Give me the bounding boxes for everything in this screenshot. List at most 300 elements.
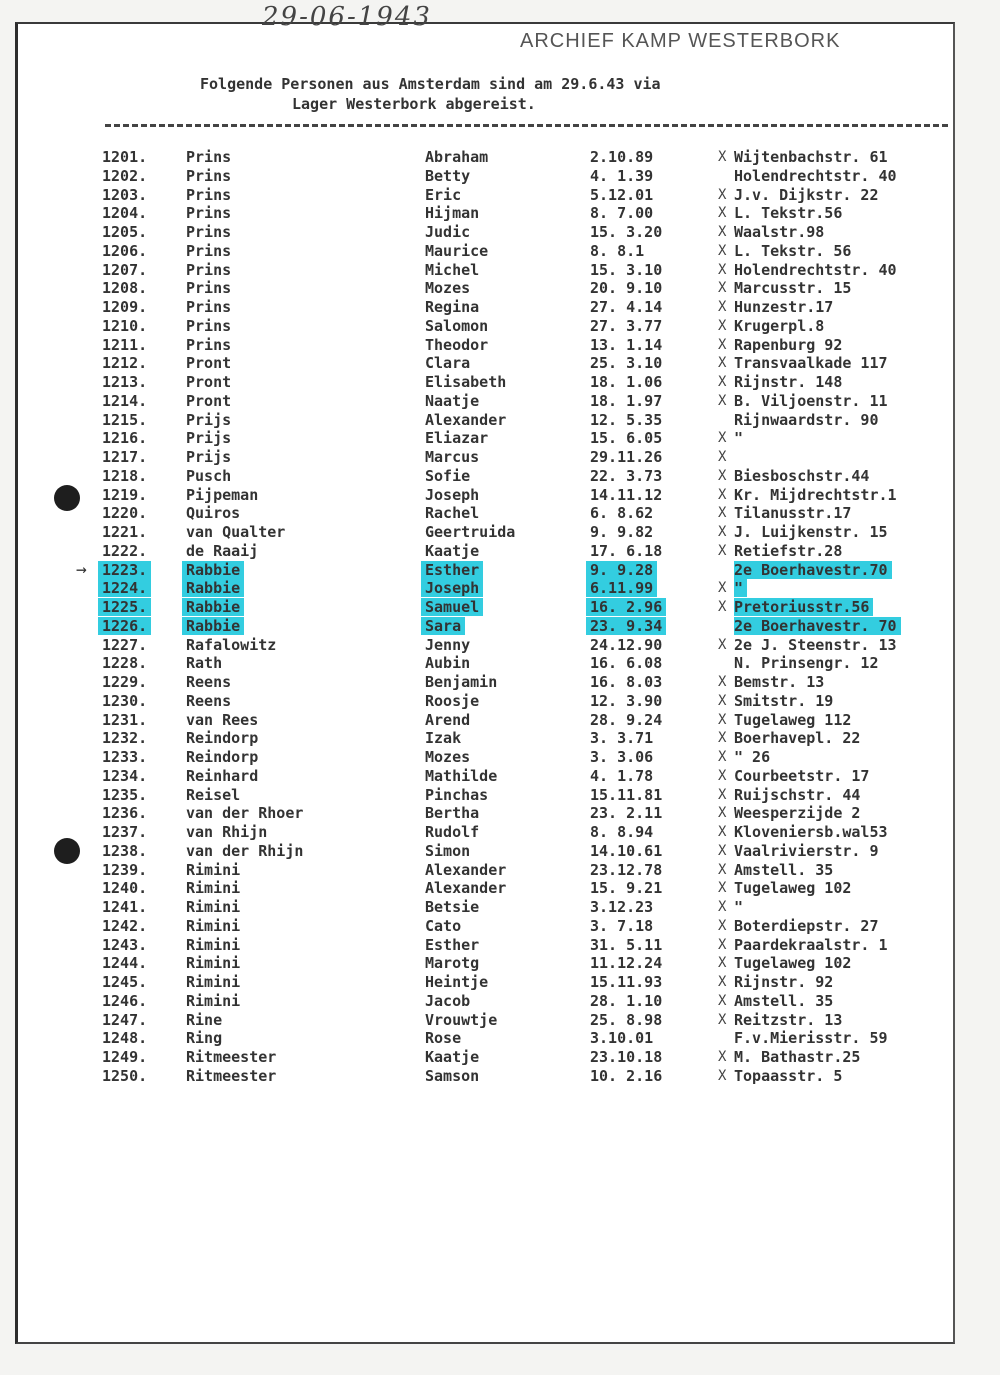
- first-name: Judic: [425, 223, 471, 241]
- first-name: Mathilde: [425, 766, 498, 785]
- list-row: [0, 261, 1000, 280]
- first-name: Bertha: [425, 804, 480, 823]
- birth-date: 11.12.24: [590, 954, 663, 973]
- birth-date: 23.10.18: [590, 1048, 663, 1066]
- first-name: Regina: [425, 298, 480, 316]
- handwritten-date: 29-06-1943: [262, 2, 432, 32]
- list-row: [0, 298, 1000, 317]
- entry-number: 1232.: [102, 729, 148, 748]
- birth-date: 25. 3.10: [590, 354, 663, 373]
- first-name: Vrouwtje: [425, 1010, 498, 1029]
- surname: Rimini: [186, 916, 241, 935]
- check-mark: X: [718, 974, 727, 990]
- check-mark: X: [718, 711, 727, 728]
- entry-number: 1201.: [102, 148, 148, 166]
- first-name: Heintje: [425, 973, 489, 991]
- surname: Prins: [186, 166, 232, 185]
- surname: Ritmeester: [186, 1066, 277, 1085]
- first-name: Sofie: [425, 466, 471, 485]
- entry-number: 1208.: [102, 279, 148, 298]
- first-name: Cato: [425, 916, 462, 935]
- first-name: Samson: [425, 1066, 480, 1085]
- surname: [186, 579, 386, 597]
- entry-number: 1243.: [102, 935, 148, 954]
- surname: Prins: [186, 260, 232, 279]
- surname: Prins: [186, 279, 232, 298]
- birth-date: 10. 2.16: [590, 1066, 663, 1085]
- punch-hole-bottom: [54, 838, 80, 864]
- address: Rijnwaardstr. 90: [734, 410, 879, 429]
- address: [734, 561, 959, 579]
- first-name: Kaatje: [425, 541, 480, 560]
- highlight-mark: 1223.: [98, 561, 151, 579]
- list-row: [0, 504, 1000, 523]
- birth-date: [590, 617, 700, 635]
- birth-date: 29.11.26: [590, 448, 663, 466]
- surname: Rimini: [186, 898, 241, 916]
- list-row: [0, 317, 1000, 336]
- check-mark: X: [718, 467, 727, 484]
- check-mark: X: [718, 317, 727, 334]
- entry-number: 1237.: [102, 823, 148, 841]
- address: F.v.Mierisstr. 59: [734, 1029, 888, 1048]
- surname: Pront: [186, 391, 232, 410]
- check-mark: X: [718, 955, 727, 972]
- birth-date: 9. 9.82: [590, 523, 654, 541]
- first-name: Betty: [425, 166, 471, 185]
- birth-date: 24.12.90: [590, 635, 663, 654]
- birth-date: 18. 1.97: [590, 391, 663, 410]
- highlight-mark: Joseph: [421, 579, 483, 597]
- birth-date: 3. 3.71: [590, 729, 654, 748]
- entry-number: 1205.: [102, 223, 148, 241]
- address: 2e J. Steenstr. 13: [734, 635, 897, 654]
- birth-date: 13. 1.14: [590, 335, 663, 354]
- first-name: [425, 598, 575, 616]
- first-name: Naatje: [425, 391, 480, 410]
- arrow-icon: →: [76, 558, 87, 580]
- check-mark: X: [718, 280, 727, 297]
- birth-date: 16. 8.03: [590, 673, 663, 691]
- entry-number: 1213.: [102, 373, 148, 391]
- address: L. Tekstr. 56: [734, 241, 852, 260]
- entry-number: 1229.: [102, 673, 148, 691]
- check-mark: X: [718, 299, 727, 315]
- list-row: [0, 579, 1000, 598]
- surname: Pront: [186, 373, 232, 391]
- first-name: Alexander: [425, 879, 507, 898]
- surname: Rimini: [186, 991, 241, 1010]
- first-name: Esther: [425, 935, 480, 954]
- birth-date: 20. 9.10: [590, 279, 663, 298]
- entry-number: 1238.: [102, 841, 148, 860]
- highlight-mark: Rabbie: [182, 598, 244, 616]
- list-row: [0, 879, 1000, 898]
- address: Bemstr. 13: [734, 673, 825, 691]
- first-name: Roosje: [425, 691, 480, 710]
- address: Boerhavepl. 22: [734, 729, 861, 748]
- list-row: [0, 692, 1000, 711]
- list-row: [0, 767, 1000, 786]
- birth-date: 15. 6.05: [590, 429, 663, 448]
- list-row: [0, 279, 1000, 298]
- list-row: [0, 973, 1000, 992]
- list-row: [0, 186, 1000, 205]
- list-row: [0, 786, 1000, 805]
- entry-number: 1242.: [102, 916, 148, 935]
- check-mark: X: [718, 205, 727, 222]
- list-row: [0, 223, 1000, 242]
- surname: Prins: [186, 185, 232, 204]
- list-row: [0, 748, 1000, 767]
- birth-date: 25. 8.98: [590, 1010, 663, 1029]
- entry-number: 1244.: [102, 954, 148, 973]
- birth-date: 28. 9.24: [590, 710, 663, 729]
- first-name: Maurice: [425, 241, 489, 260]
- entry-number: 1245.: [102, 973, 148, 991]
- surname: Rimini: [186, 879, 241, 898]
- deportation-list: [0, 148, 1000, 1086]
- highlight-mark: 23. 9.34: [586, 617, 666, 635]
- list-row: [0, 148, 1000, 167]
- first-name: Jacob: [425, 991, 471, 1010]
- entry-number: 1210.: [102, 316, 148, 335]
- birth-date: 4. 1.39: [590, 166, 654, 185]
- highlight-mark: Pretoriusstr.56: [734, 598, 873, 616]
- surname: Reisel: [186, 785, 241, 804]
- check-mark: X: [718, 1067, 727, 1084]
- surname: Rimini: [186, 935, 241, 954]
- first-name: Rose: [425, 1029, 462, 1048]
- check-mark: X: [718, 486, 727, 503]
- entry-number: 1214.: [102, 391, 148, 410]
- list-row: [0, 729, 1000, 748]
- first-name: Eliazar: [425, 429, 489, 448]
- check-mark: X: [718, 542, 727, 559]
- highlight-mark: Sara: [421, 617, 465, 635]
- list-row: [0, 1029, 1000, 1048]
- first-name: Simon: [425, 841, 471, 860]
- surname: Ring: [186, 1029, 223, 1048]
- highlight-mark: 2e Boerhavestr. 70: [734, 617, 901, 635]
- entry-number: 1239.: [102, 860, 148, 879]
- check-mark: X: [718, 599, 727, 615]
- birth-date: 18. 1.06: [590, 373, 663, 391]
- address: Paardekraalstr. 1: [734, 935, 888, 954]
- first-name: Alexander: [425, 860, 507, 879]
- list-row: [0, 429, 1000, 448]
- birth-date: [590, 561, 700, 579]
- birth-date: 31. 5.11: [590, 935, 663, 954]
- check-mark: X: [718, 1049, 727, 1065]
- list-row: [0, 467, 1000, 486]
- address: Transvaalkade 117: [734, 354, 888, 373]
- first-name: Alexander: [425, 410, 507, 429]
- check-mark: X: [718, 392, 727, 409]
- list-row: [0, 992, 1000, 1011]
- list-row: [0, 1011, 1000, 1030]
- first-name: Clara: [425, 354, 471, 373]
- entry-number: 1228.: [102, 654, 148, 673]
- address: Boterdiepstr. 27: [734, 916, 879, 935]
- entry-number: 1220.: [102, 504, 148, 523]
- entry-number: 1249.: [102, 1048, 148, 1066]
- surname: Pijpeman: [186, 485, 259, 504]
- address: Wijtenbachstr. 61: [734, 148, 888, 166]
- birth-date: 5.12.01: [590, 185, 654, 204]
- list-row: [0, 542, 1000, 561]
- address: Waalstr.98: [734, 223, 825, 241]
- first-name: Betsie: [425, 898, 480, 916]
- check-mark: X: [718, 692, 727, 709]
- list-row: [0, 1067, 1000, 1086]
- birth-date: 27. 4.14: [590, 298, 663, 316]
- surname: van Rees: [186, 710, 259, 729]
- entry-number: 1230.: [102, 691, 148, 710]
- surname: [186, 617, 386, 635]
- first-name: [425, 617, 575, 635]
- first-name: Izak: [425, 729, 462, 748]
- entry-number: 1221.: [102, 523, 148, 541]
- address: " 26: [734, 748, 771, 766]
- address: Biesboschstr.44: [734, 466, 870, 485]
- highlight-mark: 2e Boerhavestr.70: [734, 561, 892, 579]
- highlight-mark: Samuel: [421, 598, 483, 616]
- check-mark: X: [718, 449, 727, 465]
- check-mark: X: [718, 936, 727, 953]
- surname: Reens: [186, 691, 232, 710]
- entry-number: 1209.: [102, 298, 148, 316]
- address: Rapenburg 92: [734, 335, 843, 354]
- check-mark: X: [718, 842, 727, 859]
- birth-date: 15.11.81: [590, 785, 663, 804]
- highlight-mark: 1224.: [98, 579, 151, 597]
- entry-number: 1211.: [102, 335, 148, 354]
- surname: [186, 561, 386, 579]
- surname: Reinhard: [186, 766, 259, 785]
- birth-date: 16. 6.08: [590, 654, 663, 673]
- document-heading: [200, 74, 820, 114]
- surname: Prijs: [186, 410, 232, 429]
- check-mark: X: [718, 149, 727, 165]
- address: Topaasstr. 5: [734, 1066, 843, 1085]
- entry-number: [102, 617, 174, 635]
- birth-date: 17. 6.18: [590, 541, 663, 560]
- surname: Ritmeester: [186, 1048, 277, 1066]
- first-name: Salomon: [425, 316, 489, 335]
- surname: Prins: [186, 204, 232, 223]
- list-row: [0, 898, 1000, 917]
- entry-number: 1248.: [102, 1029, 148, 1048]
- birth-date: 3.12.23: [590, 898, 654, 916]
- address: [734, 617, 959, 635]
- entry-number: 1202.: [102, 166, 148, 185]
- check-mark: X: [718, 261, 727, 278]
- entry-number: 1241.: [102, 898, 148, 916]
- birth-date: 12. 3.90: [590, 691, 663, 710]
- address: ": [734, 898, 744, 916]
- surname: [186, 598, 386, 616]
- list-row: [0, 673, 1000, 692]
- birth-date: 12. 5.35: [590, 410, 663, 429]
- birth-date: 14.10.61: [590, 841, 663, 860]
- surname: van Rhijn: [186, 823, 268, 841]
- surname: Reindorp: [186, 729, 259, 748]
- list-row: [0, 354, 1000, 373]
- first-name: Marcus: [425, 448, 480, 466]
- archive-stamp: ARCHIEF KAMP WESTERBORK: [520, 30, 841, 52]
- check-mark: X: [718, 1011, 727, 1028]
- address: Tilanusstr.17: [734, 504, 852, 523]
- check-mark: X: [718, 374, 727, 390]
- first-name: Elisabeth: [425, 373, 507, 391]
- entry-number: 1206.: [102, 241, 148, 260]
- birth-date: 27. 3.77: [590, 316, 663, 335]
- punch-hole-top: [54, 485, 80, 511]
- birth-date: 22. 3.73: [590, 466, 663, 485]
- list-row: [0, 411, 1000, 430]
- birth-date: 2.10.89: [590, 148, 654, 166]
- address: Hunzestr.17: [734, 298, 834, 316]
- birth-date: 15. 3.10: [590, 260, 663, 279]
- birth-date: 14.11.12: [590, 485, 663, 504]
- check-mark: X: [718, 355, 727, 372]
- highlight-mark: 6.11.99: [586, 579, 657, 597]
- address: J.v. Dijkstr. 22: [734, 185, 879, 204]
- address: N. Prinsengr. 12: [734, 654, 879, 673]
- address: Rijnstr. 148: [734, 373, 843, 391]
- surname: Reens: [186, 673, 232, 691]
- entry-number: 1204.: [102, 204, 148, 223]
- entry-number: 1203.: [102, 185, 148, 204]
- address: Weesperzijde 2: [734, 804, 861, 823]
- birth-date: 8. 8.1: [590, 241, 645, 260]
- birth-date: 23. 2.11: [590, 804, 663, 823]
- birth-date: 4. 1.78: [590, 766, 654, 785]
- entry-number: 1250.: [102, 1066, 148, 1085]
- highlight-mark: Rabbie: [182, 561, 244, 579]
- list-row: [0, 617, 1000, 636]
- list-row: [0, 598, 1000, 617]
- address: Reitzstr. 13: [734, 1010, 843, 1029]
- address: M. Bathastr.25: [734, 1048, 861, 1066]
- check-mark: X: [718, 786, 727, 803]
- address: Tugelaweg 112: [734, 710, 852, 729]
- check-mark: X: [718, 505, 727, 522]
- surname: de Raaij: [186, 541, 259, 560]
- first-name: Jenny: [425, 635, 471, 654]
- first-name: Mozes: [425, 279, 471, 298]
- first-name: Marotg: [425, 954, 480, 973]
- address: Holendrechtstr. 40: [734, 260, 897, 279]
- highlight-mark: 1226.: [98, 617, 151, 635]
- check-mark: X: [718, 636, 727, 653]
- surname: Pusch: [186, 466, 232, 485]
- list-row: [0, 804, 1000, 823]
- surname: Prins: [186, 241, 232, 260]
- address: Rijnstr. 92: [734, 973, 834, 991]
- first-name: Aubin: [425, 654, 471, 673]
- surname: Rimini: [186, 860, 241, 879]
- surname: Rine: [186, 1010, 223, 1029]
- surname: Pront: [186, 354, 232, 373]
- surname: van der Rhijn: [186, 841, 304, 860]
- list-row: [0, 373, 1000, 392]
- birth-date: 3. 3.06: [590, 748, 654, 766]
- first-name: Hijman: [425, 204, 480, 223]
- check-mark: X: [718, 899, 727, 915]
- surname: Rimini: [186, 954, 241, 973]
- first-name: Arend: [425, 710, 471, 729]
- list-row: [0, 823, 1000, 842]
- address: Tugelaweg 102: [734, 954, 852, 973]
- entry-number: 1215.: [102, 410, 148, 429]
- highlight-mark: ": [734, 579, 747, 597]
- check-mark: X: [718, 805, 727, 822]
- first-name: [425, 561, 575, 579]
- first-name: Geertruida: [425, 523, 516, 541]
- check-mark: X: [718, 674, 727, 690]
- highlight-mark: Esther: [421, 561, 483, 579]
- check-mark: X: [718, 992, 727, 1009]
- entry-number: 1207.: [102, 260, 148, 279]
- address: Courbeetstr. 17: [734, 766, 870, 785]
- birth-date: 3. 7.18: [590, 916, 654, 935]
- surname: Rimini: [186, 973, 241, 991]
- entry-number: 1247.: [102, 1010, 148, 1029]
- address: [734, 579, 959, 597]
- address: Smitstr. 19: [734, 691, 834, 710]
- check-mark: X: [718, 749, 727, 765]
- surname: van der Rhoer: [186, 804, 304, 823]
- highlight-mark: Rabbie: [182, 617, 244, 635]
- birth-date: [590, 598, 700, 616]
- address: Kr. Mijdrechtstr.1: [734, 485, 897, 504]
- first-name: [425, 579, 575, 597]
- address: Amstell. 35: [734, 991, 834, 1010]
- entry-number: 1217.: [102, 448, 148, 466]
- address: Tugelaweg 102: [734, 879, 852, 898]
- highlight-mark: 16. 2.96: [586, 598, 666, 616]
- check-mark: X: [718, 242, 727, 259]
- list-row: [0, 842, 1000, 861]
- birth-date: [590, 579, 700, 597]
- list-row: [0, 204, 1000, 223]
- birth-date: 3.10.01: [590, 1029, 654, 1048]
- list-row: [0, 448, 1000, 467]
- check-mark: X: [718, 880, 727, 897]
- list-row: [0, 954, 1000, 973]
- check-mark: X: [718, 580, 727, 597]
- address: Vaalrivierstr. 9: [734, 841, 879, 860]
- entry-number: [102, 561, 174, 579]
- list-row: [0, 167, 1000, 186]
- first-name: Eric: [425, 185, 462, 204]
- entry-number: 1240.: [102, 879, 148, 898]
- check-mark: X: [718, 524, 727, 540]
- first-name: Joseph: [425, 485, 480, 504]
- entry-number: [102, 598, 174, 616]
- address: Krugerpl.8: [734, 316, 825, 335]
- surname: Rath: [186, 654, 223, 673]
- surname: Rafalowitz: [186, 635, 277, 654]
- highlight-mark: Rabbie: [182, 579, 244, 597]
- entry-number: 1212.: [102, 354, 148, 373]
- first-name: Theodor: [425, 335, 489, 354]
- address: Ruijschstr. 44: [734, 785, 861, 804]
- first-name: Pinchas: [425, 785, 489, 804]
- check-mark: X: [718, 861, 727, 878]
